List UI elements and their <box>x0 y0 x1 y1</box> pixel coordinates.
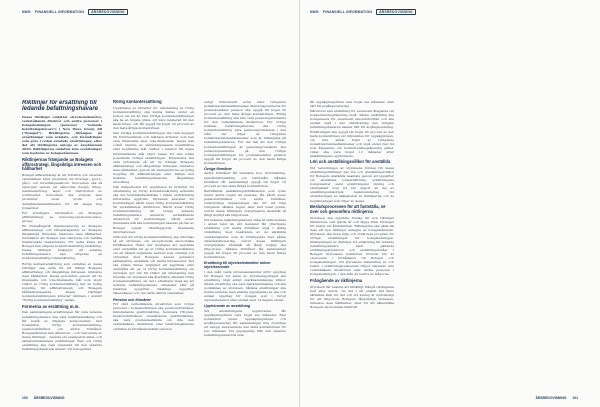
running-head-badge: ÅRSREDOVISNING <box>88 9 128 15</box>
subheading-other-benefits: Övriga förmåner <box>204 166 232 171</box>
subheading-board-fees: Ersättning till styrelseledamöter utöver styrelsearvode <box>204 260 271 270</box>
subheading-variable-pay: Rörlig kontantersättning <box>113 100 162 104</box>
running-head-label: NWG <box>310 10 319 14</box>
paragraph: Vid anställningens upphörande får uppsägningstiden vara högst sex månader. Fast kontantlön under uppsägningstiden och avgångsvederlag får sammantaget inte överstiga ett belopp motsvarande den fasta kontantlönen för tolv månader. Vid uppsägning från den ledande befattningshavarens sida <box>204 308 286 338</box>
page-number: 101 <box>572 396 578 400</box>
subheading-termination: Upphörande av anställning <box>204 304 251 309</box>
footer-left <box>22 396 64 400</box>
paragraph: I den mån valda styrelseledamöter utför uppdrag för Bolaget vid sidan av styrelseuppdraget ska ersättning utgå enligt marknadsmässiga villkor. Sådan ersättning ska vara marknadsmässig och ska godkännas av styrelsen. Sådana ersättningar ska kunna avslutas med ensidig uppsägning av ena och endast uppdrag för bolaget som i övrigt styrelseledamot eller endast med 14 dagars varsel. <box>204 269 286 303</box>
subheading-pension: Pension och förmåner <box>113 297 151 302</box>
paragraph: En framgångsrik implementering av Bolagets affärsstrategi och tillvaratagandet av Bolagets långsiktiga intressen, inklusive dess hållbarhet, förutsätter att Bolaget kan rekrytera och behålla kvalificerade medarbetare. För detta krävs att Bolaget kan erbjuda konkurrenskraftig ersättning. Dessa riktlinjer möjliggör att ledande befattningshavare kan erbjudas en konkurrenskraftig totalersättning. <box>22 224 102 261</box>
running-head-left <box>22 9 128 15</box>
left-column-2 <box>113 100 194 390</box>
right-page <box>300 0 600 407</box>
paragraph: Villkoren för rörlig kontantersättning ska utformas så att styrelsen, om exceptionella ekonomiska förhållanden råder, har möjlighet att begränsa eller underlåta att ge ut rörlig kontantersättning om ett sådant utgivande bedöms som orimligt och oförenligt med Bolagets ansvar gentemot aktieägarna, anställda och andra intressenter. Det ska vidare finnas möjlighet att begränsa eller underlåta att ge ut rörlig kontantersättning om styrelsen gör det till villkor att utbetalning kan föreslås om styrelsen ska återkräva utbetald rörlig kontantersättning om det i efterhand visas sig att ledande befattningshavare utbetalats eller på felaktiga uppgifter, felaktiga uppgifter, räkenskaper och vad detta därvid omedelbar. <box>113 234 194 296</box>
footer-title: ÅRSREDOVISNING <box>33 396 65 400</box>
running-head-section: FINANSIELL INFORMATION <box>323 10 372 14</box>
subheading-strategy: Riktlinjernas främjande av Bolagets affärsstrategi, långsiktiga intressen och hållbarhet <box>22 156 102 172</box>
paragraph: Rörlig kontantersättning som omfattas av dessa riktlinjer ska syfta till att främja Bolagets affärsstrategi och långsiktiga intressen, inklusive dess hållbarhet. Dessa genomförs genom att de finansiella och icke-finansiella mål som utgör villkor av rörlig kontantersättning har en tydlig koppling till affärsstrategin och Bolagets hållbarhetsagenda. Dessa riktlinjer kontantersättningens kriterier närmare i avsnitt "Rörlig kontantersättning" nedan. <box>22 261 102 303</box>
paragraph: Beträffande anställningsförhållanden som lyder under andra regler än svenska, får, såvitt avser pensionsförmåner och andra förmåner, vederbörliga anpassningar ske för att följa tvingande sådana regler eller fast lokal praxis, varvid dessa riktlinjers övergripande ändamål så långt möjligt ska tillgodoses. <box>204 188 286 218</box>
footer-right <box>536 396 578 400</box>
paragraph: enligt individuellt avtal eller tvingande kollektivavtalsbestämmelser. Pensionspremierna för premiebestämd pension ska uppgå till högst 30 procent av den fasta årliga kontantlönen. Rörlig kontantersättning ska inte vara pensionsgrundande för den verkställande direktören. För övriga ledande befattningshavare ska rörlig kontantersättning vara pensionsgrundande i den mån det följer av tvingande kollektivavtalsbestämmelser som är tillämpliga på befattningshavaren. För det fall att den rörliga kontantersättningen är pensionsgrundande ska pensionspremierna på den rörliga kontantersättningen för premiebestämd pension uppgå till högst 40 procent av den fasta årliga kontantlönen. <box>204 100 286 165</box>
running-head-badge: ÅRSREDOVISNING <box>376 9 416 15</box>
left-column-3 <box>204 100 286 390</box>
paragraph: Därutöver kan ersättning för eventuellt åtagande om konkurrensbegränsning utgå. Sådan ersättning ska kompensera för eventuellt inkomstbortfall och ska endast utgå i den utsträckning den tidigare befattningshavaren saknar rätt till avgångsvederlag. Ersättningen ska uppgå till högst 60 procent av den fasta kontantlönen vid tidpunkten för uppsägningen, om inte annat följer av tvingande kollektivavtalsbestämmelser och utgå under den tid som åtagandet om konkurrensbegränsning gäller, vilket ska vara högst 12 månader efter anställningens upphörande. <box>310 109 394 158</box>
page-number: 100 <box>22 396 28 400</box>
subheading-decision-process: Beslutsprocessen för att fastställa, se över och genomföra riktlinjerna <box>310 204 386 214</box>
paragraph: Styrelsen ska upprätta förslag till nya riktlinjer åtminstone vart fjärde år och lägga fram förslaget för beslut vid årsstämman. Riktlinjerna ska gälla till dess att nya riktlinjer antagits av bolagsstämman. Styrelsen ska även följa och utvärdera program för rörliga ersättningar för bolagsledningen, tillämpningen av riktlinjer för ersättning till ledande befattningshavare samt gällande ersättningsstrukturer och ersättningsnivåer i Bolaget. Styrelsens ledamöter, förutom VD, är oberoende i förhållande till Bolaget och bolagsledningen. Vid styrelsens behandling av och beslut i ersättningsrelaterade frågor närvarar inte verkställande direktören eller andra personer i bolagsledningen, i den mån de berörs av frågorna. <box>310 215 394 277</box>
right-column-1 <box>310 100 394 390</box>
subheading-forms: Formerna av ersättning m.m. <box>22 303 80 309</box>
paragraph: För ytterligare information om Bolagets affärsstrategi, se www.nwg.se/om-new-wave-group/. <box>22 210 102 223</box>
running-head-section: FINANSIELL INFORMATION <box>35 10 84 14</box>
subheading-deviation: Frångående av riktlinjerna <box>310 277 363 283</box>
footer-title: ÅRSREDOVISNING <box>535 396 567 400</box>
paragraph: Vid beredningen av styrelsens förslag till dessa ersättningsriktlinjer har lön och anställningsvillkor för Bolagets anställda beaktats genom att uppgifter om anställdas totalersättning, ersättningens komponenter samt ersättningens ökning och ökningstakt över tid har utgjort en del av ersättningsutskottets beslutsunderlag vid utvärderingen av skäligheten av riktlinjerna och de begränsningar som följer av dessa. <box>310 166 394 203</box>
paragraph: får uppsägningstiden vara högst sex månader, utan rätt till avgångsvederlag. <box>310 100 394 109</box>
intro-paragraph: Dessa riktlinjer omfattar styrelseledamöter, verkställande direktör och andra personer i bolagsledningen (personer "ledande befattningshavare") i New Wave Group AB ("Bolaget"). Riktlinjerna tillämpas på ersättningar som avtalats, och förändringar som görs i redan avtalade ersättningar, efter det att riktlinjerna antogs av årsstämman 2020. Riktlinjerna omfattar inte ersättningar som beslutas av bolagsstämman. <box>22 114 102 156</box>
paragraph: Den sammanlagda ersättningen får vara ledande befattningshavare ska vara marknadsmässig och får bestå av följande komponenter: fast kontantlön, rörlig kontantersättning, pensionsförmåner och andra förmåner. Bolagsstämman kan därutöver – och oberoende av dessa riktlinjer – besluta om exempelvis aktie- och aktiekursrelaterade ersättningar. Fast och rörlig ersättning ska vara relaterad till den ledande befattningshavarens ansvar och befogenhet. <box>22 310 102 351</box>
paragraph: Bolaget affärsstrategi är att förvärva och utveckla varumärken samt produkter till företags-, sport-, gåvo- och inredningssektorn. Koncernen ska så synergier genom att samordna design, inköp, marknadsföring, lager och distribution av sortimentet. Koncernen ska erbjuda sina produkter inom profil- och detaljhandelsmarknaden för att skapa hög lönsamhet. <box>22 173 102 210</box>
paragraph: Den rörliga kontantersättningen ska vara kopplad till förutbestämda och mätbara kriterier som kan vara finansiella eller icke-finansiella. Dessa kan också utgöras av individanpassade kvantitativa eller kvalitativa mål. Villkor i relation till dessa förutbestämda mål utgör basen för den totala potentiella rörliga ersättningen. Kriterierna ska vara utformade så att de främjar Bolagets affärsstrategi och långsiktiga intressen, inklusive dess hållbarhet, genom att exempelvis ha en tydlig koppling till affärsstrategin eller främja den ledande befattningshavarens långsiktiga utveckling. <box>113 131 194 184</box>
section-title: Riktlinjer för ersättning till ledande befattningshavare <box>22 100 99 113</box>
paragraph: Styrelsen får besluta att tillfälligt frångå riktlinjerna helt eller delvis, om det i ett enskilt fall finns särskilda skäl för det och ett avsteg är nödvändigt för att tillgodose Bolagets långsiktiga intressen, inklusive dess hållbarhet, eller för att säkerställa Bolagets ekonomiska bärkraft. <box>310 284 394 309</box>
running-head-label: NWG <box>22 10 31 14</box>
left-column-1 <box>22 100 102 390</box>
running-head-right <box>310 9 416 15</box>
subheading-employee-terms: Lön och anställningsvillkor för anställda <box>310 159 391 165</box>
paragraph: Andra förmåner får innefatta bl.a. livförsäkring, sjukvårdsförsäkring och bilförmån. Sådana förmåner får sammanlagt uppgå till högst 10 procent av den fasta årliga kontantlönen. <box>204 171 286 188</box>
paragraph: Uppfyllelse av kriterier för utbetalning av rörlig kontantersättning ska kunna mätas under en period om ett år. Den rörliga kontantersättningen ska ha en högsta gräns och vara relaterad till den fasta lönen, och får uppgå till högst 50 procent av den fasta årliga kontantlönen. <box>113 105 194 131</box>
paragraph: Vid ledande befattningshavare vilka är stationerade i annat land än sitt hemland får ytterligare ersättning och andra förmåner utgå i skälig omfattning med beaktande av de särskilda omständigheter som är förknippade med sådan utlandsstationering, varvid dessa riktlinjers övergripande ändamål så långt möjligt ska tillgodoses. Sådana förmåner får sammanlagt uppgå till högst 20 procent av den fasta årliga kontantlönen. <box>204 218 286 259</box>
paragraph: När mätperioden för uppfyllelse av kriterier för utbetalning av rörlig kontantersättning avslutats ska det bedömas/fastställas i vilken utsträckning kriterierna uppfyllts. Styrelsen ansvarar för bedömningen såvitt avser rörlig kontantersättning till verkställande direktören. Såvitt avser rörlig kontantersättning till övriga ledande befattningshavare ansvarar verkställande direktören för bedömningen. Såvitt avser finansiella mål ska bedömningen baseras på den av Bolaget senast offentliggjorda finansiella informationen. <box>113 185 194 234</box>
paragraph: För vård verkställande direktören som övriga personer i bolagsledningen ska pensionsförmåner, inkluderande sjukförsäkring, motsvara ITP-plan. Pensionsförmånen, innefattande sjukförsäkring, ska vara premiebestämda om inte den verkställande direktören eller befattningshavare omfattas av förmånsbestämd pension <box>113 302 194 331</box>
